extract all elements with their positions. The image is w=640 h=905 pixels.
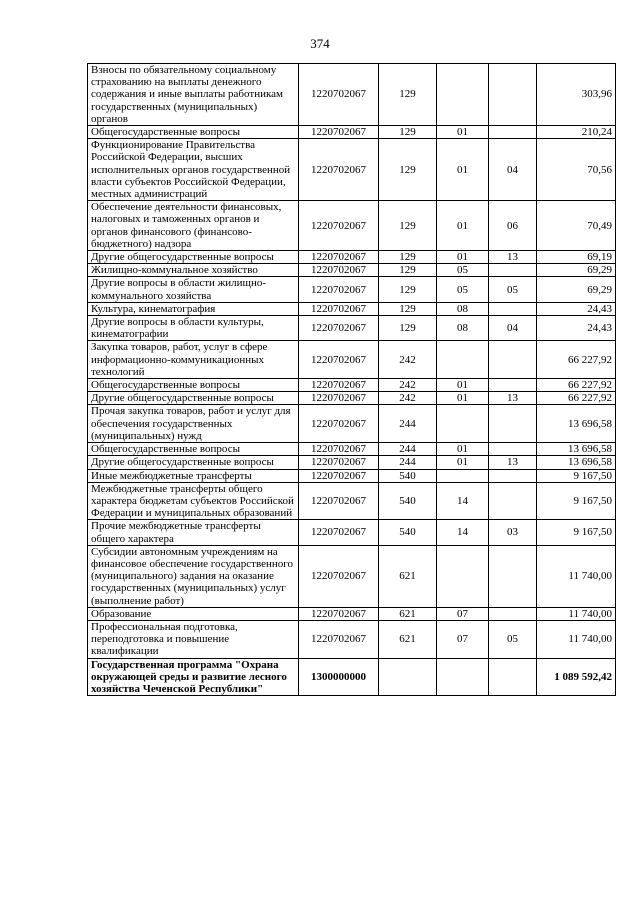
table-row	[88, 302, 616, 315]
row-expense-type: 129	[379, 64, 437, 126]
row-target-article: 1220702067	[299, 302, 379, 315]
row-name: Другие общегосударственные вопросы	[88, 251, 299, 264]
row-target-article: 1220702067	[299, 277, 379, 302]
row-name: Другие общегосударственные вопросы	[88, 392, 299, 405]
row-expense-type: 244	[379, 456, 437, 469]
row-name: Общегосударственные вопросы	[88, 126, 299, 139]
row-subsection	[489, 469, 537, 482]
row-section: 08	[437, 302, 489, 315]
table-row	[88, 620, 616, 658]
row-section	[437, 469, 489, 482]
table-row	[88, 392, 616, 405]
row-target-article: 1220702067	[299, 139, 379, 201]
row-target-article: 1220702067	[299, 126, 379, 139]
row-target-article: 1220702067	[299, 264, 379, 277]
row-amount: 13 696,58	[537, 405, 616, 443]
row-target-article: 1220702067	[299, 482, 379, 520]
row-expense-type: 129	[379, 201, 437, 251]
row-amount: 210,24	[537, 126, 616, 139]
row-section	[437, 658, 489, 696]
row-subsection	[489, 607, 537, 620]
row-amount: 69,29	[537, 264, 616, 277]
row-subsection: 05	[489, 620, 537, 658]
table-row	[88, 201, 616, 251]
table-row	[88, 341, 616, 379]
row-name: Иные межбюджетные трансферты	[88, 469, 299, 482]
row-target-article: 1220702067	[299, 316, 379, 341]
row-amount: 24,43	[537, 316, 616, 341]
row-target-article: 1220702067	[299, 620, 379, 658]
row-expense-type: 242	[379, 341, 437, 379]
row-expense-type: 540	[379, 469, 437, 482]
row-expense-type: 244	[379, 405, 437, 443]
row-target-article: 1220702067	[299, 341, 379, 379]
row-subsection	[489, 379, 537, 392]
row-amount: 13 696,58	[537, 456, 616, 469]
row-expense-type: 540	[379, 520, 437, 545]
row-section: 14	[437, 482, 489, 520]
row-name: Субсидии автономным учреждениям на финансовое обеспечение государственного (муниципального) задания на оказание государственных (муниципальных) услуг (выполнение работ)	[88, 545, 299, 607]
row-expense-type: 129	[379, 139, 437, 201]
row-subsection	[489, 64, 537, 126]
row-section: 01	[437, 443, 489, 456]
row-section: 01	[437, 392, 489, 405]
row-name: Закупка товаров, работ, услуг в сфере информационно-коммуникационных технологий	[88, 341, 299, 379]
row-expense-type: 129	[379, 277, 437, 302]
budget-table	[87, 63, 616, 696]
row-subsection	[489, 545, 537, 607]
row-section: 05	[437, 277, 489, 302]
row-name: Взносы по обязательному социальному страхованию на выплаты денежного содержания и иные выплаты работникам государственных (муниципальных) органов	[88, 64, 299, 126]
row-subsection: 06	[489, 201, 537, 251]
row-name: Межбюджетные трансферты общего характера бюджетам субъектов Российской Федерации и муниципальных образований	[88, 482, 299, 520]
row-amount: 1 089 592,42	[537, 658, 616, 696]
table-row	[88, 316, 616, 341]
row-expense-type: 129	[379, 302, 437, 315]
row-subsection: 03	[489, 520, 537, 545]
row-expense-type	[379, 658, 437, 696]
row-name: Жилищно-коммунальное хозяйство	[88, 264, 299, 277]
row-subsection	[489, 341, 537, 379]
row-section	[437, 64, 489, 126]
row-target-article: 1220702067	[299, 607, 379, 620]
table-row	[88, 520, 616, 545]
row-section	[437, 405, 489, 443]
row-amount: 13 696,58	[537, 443, 616, 456]
row-amount: 66 227,92	[537, 379, 616, 392]
row-section: 01	[437, 251, 489, 264]
table-row	[88, 139, 616, 201]
row-name: Культура, кинематография	[88, 302, 299, 315]
row-section: 01	[437, 126, 489, 139]
row-expense-type: 621	[379, 620, 437, 658]
row-amount: 9 167,50	[537, 482, 616, 520]
row-target-article: 1220702067	[299, 201, 379, 251]
row-section: 07	[437, 620, 489, 658]
row-amount: 11 740,00	[537, 620, 616, 658]
row-expense-type: 621	[379, 607, 437, 620]
table-row	[88, 264, 616, 277]
row-amount: 69,29	[537, 277, 616, 302]
row-subsection: 04	[489, 316, 537, 341]
row-section: 01	[437, 201, 489, 251]
row-name: Государственная программа "Охрана окружающей среды и развитие лесного хозяйства Чеченской Республики"	[88, 658, 299, 696]
row-subsection	[489, 482, 537, 520]
row-section: 14	[437, 520, 489, 545]
row-target-article: 1220702067	[299, 251, 379, 264]
table-row	[88, 277, 616, 302]
table-row	[88, 405, 616, 443]
table-row	[88, 545, 616, 607]
row-target-article: 1220702067	[299, 545, 379, 607]
row-subsection	[489, 302, 537, 315]
row-expense-type: 129	[379, 126, 437, 139]
row-subsection: 13	[489, 456, 537, 469]
row-amount: 11 740,00	[537, 607, 616, 620]
row-section: 01	[437, 139, 489, 201]
row-name: Другие общегосударственные вопросы	[88, 456, 299, 469]
row-subsection: 13	[489, 392, 537, 405]
budget-table-body	[88, 64, 616, 696]
row-section: 08	[437, 316, 489, 341]
row-amount: 9 167,50	[537, 469, 616, 482]
row-name: Функционирование Правительства Российской Федерации, высших исполнительных органов государственной власти субъектов Российской Федерации, местных администраций	[88, 139, 299, 201]
row-section	[437, 341, 489, 379]
row-amount: 9 167,50	[537, 520, 616, 545]
row-target-article: 1300000000	[299, 658, 379, 696]
row-target-article: 1220702067	[299, 456, 379, 469]
row-expense-type: 129	[379, 316, 437, 341]
row-section: 05	[437, 264, 489, 277]
row-target-article: 1220702067	[299, 520, 379, 545]
table-row	[88, 658, 616, 696]
table-row	[88, 379, 616, 392]
row-name: Другие вопросы в области жилищно-коммунального хозяйства	[88, 277, 299, 302]
row-section	[437, 545, 489, 607]
table-row	[88, 469, 616, 482]
row-target-article: 1220702067	[299, 379, 379, 392]
row-name: Другие вопросы в области культуры, кинематографии	[88, 316, 299, 341]
row-name: Прочие межбюджетные трансферты общего характера	[88, 520, 299, 545]
row-section: 07	[437, 607, 489, 620]
row-subsection	[489, 443, 537, 456]
row-expense-type: 129	[379, 264, 437, 277]
row-name: Общегосударственные вопросы	[88, 443, 299, 456]
row-amount: 70,49	[537, 201, 616, 251]
row-subsection: 13	[489, 251, 537, 264]
row-subsection: 05	[489, 277, 537, 302]
row-amount: 24,43	[537, 302, 616, 315]
table-row	[88, 607, 616, 620]
row-amount: 66 227,92	[537, 341, 616, 379]
row-expense-type: 621	[379, 545, 437, 607]
row-subsection	[489, 264, 537, 277]
row-section: 01	[437, 379, 489, 392]
row-section: 01	[437, 456, 489, 469]
row-name: Общегосударственные вопросы	[88, 379, 299, 392]
row-target-article: 1220702067	[299, 392, 379, 405]
row-name: Обеспечение деятельности финансовых, налоговых и таможенных органов и органов финансового (финансово-бюджетного) надзора	[88, 201, 299, 251]
row-expense-type: 242	[379, 392, 437, 405]
table-row	[88, 443, 616, 456]
row-amount: 303,96	[537, 64, 616, 126]
row-expense-type: 244	[379, 443, 437, 456]
row-expense-type: 540	[379, 482, 437, 520]
row-amount: 69,19	[537, 251, 616, 264]
row-amount: 11 740,00	[537, 545, 616, 607]
row-subsection	[489, 126, 537, 139]
row-expense-type: 242	[379, 379, 437, 392]
row-target-article: 1220702067	[299, 469, 379, 482]
row-subsection: 04	[489, 139, 537, 201]
table-row	[88, 251, 616, 264]
row-name: Прочая закупка товаров, работ и услуг для обеспечения государственных (муниципальных) нужд	[88, 405, 299, 443]
page-number: 374	[310, 36, 330, 51]
row-name: Профессиональная подготовка, переподготовка и повышение квалификации	[88, 620, 299, 658]
row-target-article: 1220702067	[299, 405, 379, 443]
table-row	[88, 126, 616, 139]
table-row	[88, 482, 616, 520]
row-amount: 66 227,92	[537, 392, 616, 405]
table-row	[88, 456, 616, 469]
row-target-article: 1220702067	[299, 443, 379, 456]
row-name: Образование	[88, 607, 299, 620]
row-amount: 70,56	[537, 139, 616, 201]
table-row	[88, 64, 616, 126]
row-expense-type: 129	[379, 251, 437, 264]
row-target-article: 1220702067	[299, 64, 379, 126]
row-subsection	[489, 658, 537, 696]
row-subsection	[489, 405, 537, 443]
